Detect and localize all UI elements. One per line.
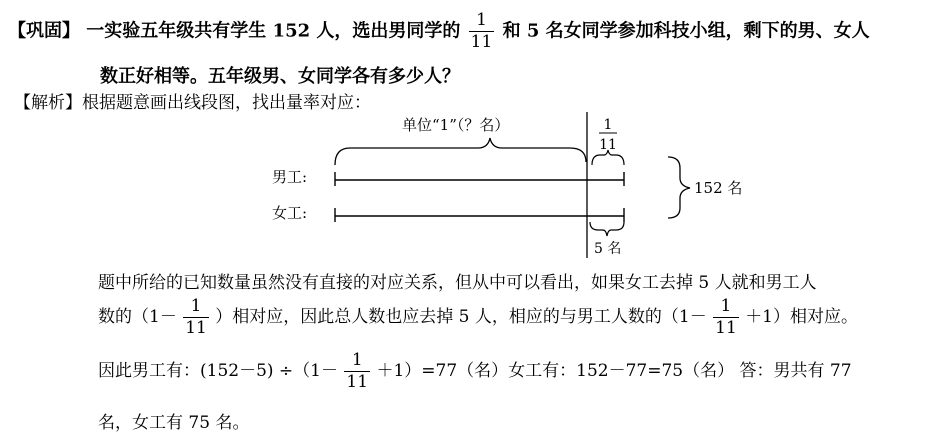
total-label: 152 名: [694, 179, 743, 197]
question-tag: 【巩固】: [8, 20, 80, 42]
explanation-2c: ＋1）相对应。: [745, 307, 859, 327]
explanation-line-2: [98, 298, 858, 337]
five-brace: [590, 222, 624, 236]
explanation-line-3: [98, 352, 852, 391]
diagram-frac-num: 1: [603, 117, 613, 133]
unit-label: 单位“1”（？名）: [402, 116, 510, 134]
analysis-intro: 根据题意画出线段图，找出量率对应：: [82, 93, 371, 113]
five-label: 5 名: [594, 241, 622, 257]
fraction-denominator: 11: [715, 318, 737, 338]
explanation-line-4: 名，女工有 75 名。: [98, 413, 250, 433]
female-label: 女工:: [272, 204, 308, 222]
unit-brace: [335, 138, 586, 165]
male-label: 男工:: [272, 168, 308, 186]
explanation-2b: ）相对应，因此总人数也应去掉 5 人，相应的与男工人数的（1－: [215, 307, 707, 327]
fraction-denominator: 11: [470, 32, 493, 52]
fraction-denominator: 11: [185, 318, 207, 338]
fraction-numerator: 1: [720, 296, 732, 316]
explanation-2a: 数的（1－: [98, 307, 177, 327]
fraction-numerator: 1: [351, 350, 363, 370]
explanation-3b: ＋1）=77（名）女工有：152－77=75（名） 答：男共有 77: [376, 361, 852, 381]
question-text-1a: 一实验五年级共有学生 152 人，选出男同学的: [86, 20, 461, 42]
explanation-fraction-1: [183, 298, 209, 337]
analysis-tag: 【解析】: [14, 93, 82, 113]
question-text-1b: 和 5 名女同学参加科技小组，剩下的男、女人: [502, 20, 870, 42]
fraction-denominator: 11: [346, 372, 369, 392]
explanation-line-1: 题中所给的已知数量虽然没有直接的对应关系，但从中可以看出，如果女工去掉 5 人就和男工人: [98, 273, 817, 293]
question-line-2: 数正好相等。五年级男、女同学各有多少人？: [100, 66, 460, 87]
explanation-fraction-3: [344, 352, 370, 391]
fraction-numerator: 1: [476, 10, 487, 30]
diagram-frac-den: 11: [599, 137, 617, 153]
explanation-3a: 因此男工有：(152－5) ÷（1－: [98, 361, 338, 381]
fraction-numerator: 1: [190, 296, 202, 316]
total-brace: [668, 157, 690, 218]
explanation-fraction-2: [713, 298, 739, 337]
